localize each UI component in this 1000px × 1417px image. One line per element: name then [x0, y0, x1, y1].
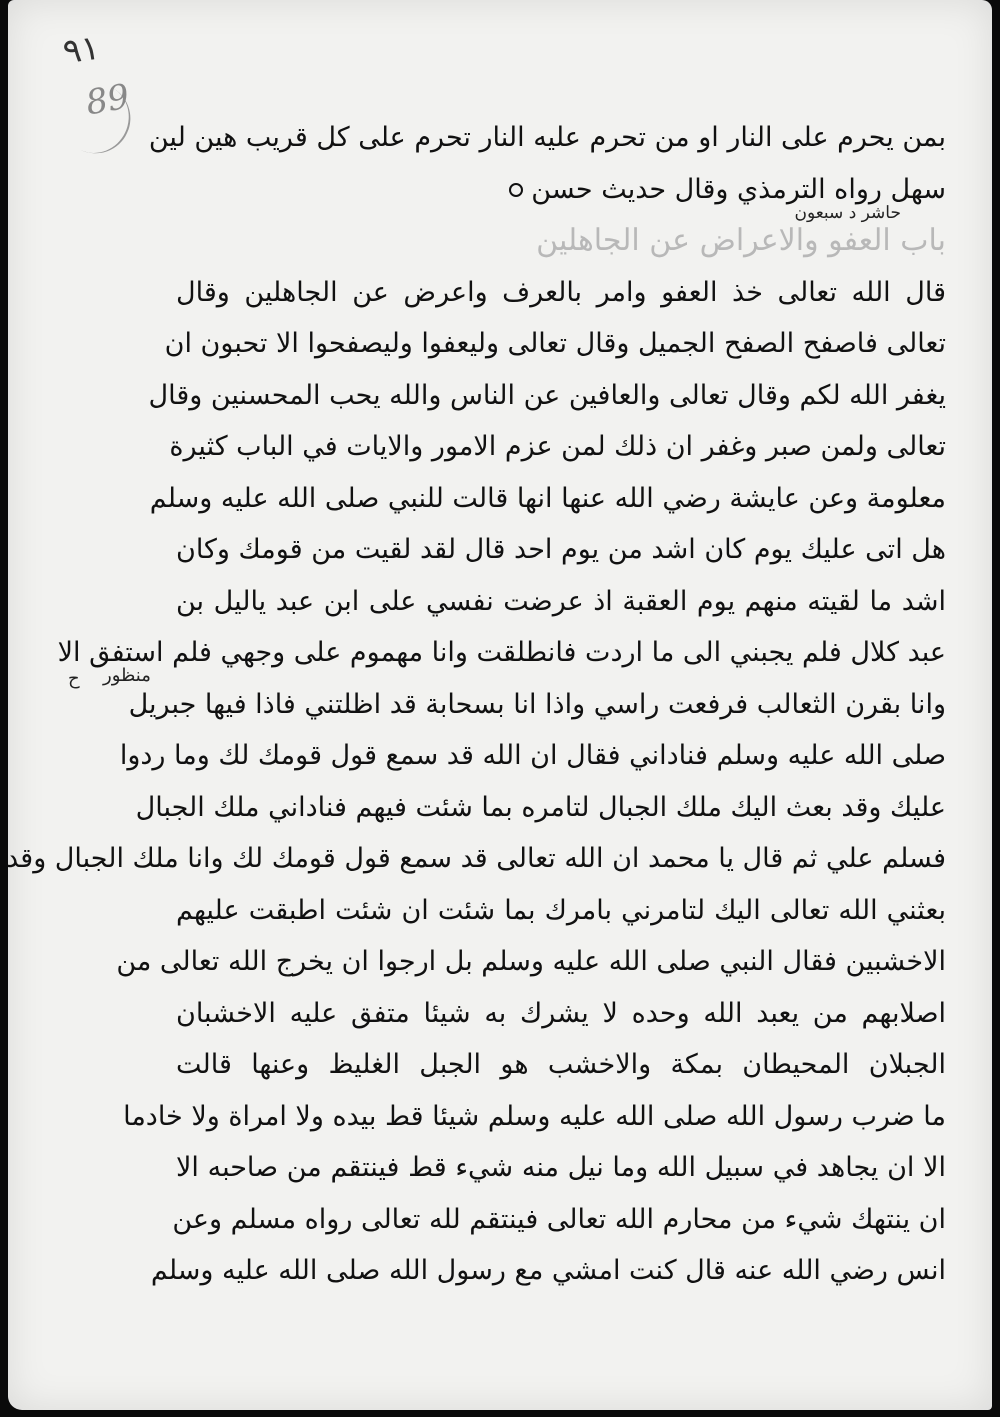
- text-line: قال الله تعالى خذ العفو وامر بالعرف واعرض عن الجاهلين وقال: [176, 276, 946, 308]
- text-line: معلومة وعن عايشة رضي الله عنها انها قالت للنبي صلى الله عليه وسلم: [149, 482, 946, 514]
- chapter-heading: [176, 203, 946, 267]
- text-line: فسلم علي ثم قال يا محمد ان الله تعالى قد سمع قول قومك لك وانا ملك الجبال وقد: [6, 843, 946, 874]
- margin-note-mark: ح: [68, 668, 80, 689]
- text-line: بعثني الله تعالى اليك لتامرني بامرك بما شئت ان شئت اطبقت عليهم: [176, 894, 946, 926]
- text-line: ان ينتهك شيء من محارم الله تعالى فينتقم لله تعالى رواه مسلم وعن: [172, 1203, 946, 1235]
- text-line: هل اتى عليك يوم كان اشد من يوم احد قال لقد لقيت من قومك وكان: [176, 534, 946, 565]
- text-line: الجبلان المحيطان بمكة والاخشب هو الجبل الغليظ وعنها قالت: [176, 1049, 946, 1080]
- text-line: تعالى ولمن صبر وغفر ان ذلك لمن عزم الامور والايات في الباب كثيرة: [169, 431, 946, 462]
- text-line: ما ضرب رسول الله صلى الله عليه وسلم شيئا قط بيده ولا امراة ولا خادما: [123, 1100, 946, 1132]
- folio-number: ٩١: [60, 27, 103, 73]
- text-line: الاخشبين فقال النبي صلى الله عليه وسلم بل ارجوا ان يخرج الله تعالى من: [116, 946, 946, 977]
- text-line: اشد ما لقيته منهم يوم العقبة اذ عرضت نفسي على ابن عبد ياليل بن: [176, 585, 946, 617]
- manuscript-page: [8, 0, 992, 1410]
- text-line: انس رضي الله عنه قال كنت امشي مع رسول الله صلى الله عليه وسلم: [150, 1255, 946, 1286]
- text-line-content: سهل رواه الترمذي وقال حديث حسن: [531, 173, 946, 205]
- chapter-heading-title: باب العفو والاعراض عن الجاهلين: [536, 223, 946, 258]
- text-line: عليك وقد بعث اليك ملك الجبال لتامره بما شئت فيهم فناداني ملك الجبال: [135, 791, 946, 823]
- text-line: وانا بقرن الثعالب فرفعت راسي واذا انا بسحابة قد اظلتني فاذا فيها جبريل: [128, 688, 946, 720]
- verse-end-ornament-icon: [509, 183, 523, 197]
- text-line: بمن يحرم على النار او من تحرم عليه النار تحرم على كل قريب هين لين: [148, 122, 946, 153]
- text-line: اصلابهم من يعبد الله وحده لا يشرك به شيئا متفق عليه الاخشبان: [176, 997, 946, 1029]
- text-line: الا ان يجاهد في سبيل الله وما نيل منه شيء قط فينتقم من صاحبه الا: [176, 1152, 946, 1183]
- margin-note: منظور: [103, 665, 151, 686]
- text-line: تعالى فاصفح الصفح الجميل وقال تعالى وليعفوا وليصفحوا الا تحبون ان: [164, 328, 946, 359]
- text-line: صلى الله عليه وسلم فناداني فقال ان الله قد سمع قول قومك لك وما ردوا: [119, 740, 946, 771]
- text-line: يغفر الله لكم وقال تعالى والعافين عن الناس والله يحب المحسنين وقال: [148, 379, 946, 411]
- text-line: عبد كلال فلم يجبني الى ما اردت فانطلقت وانا مهموم على وجهي فلم استفق الا: [57, 637, 946, 668]
- pencil-folio-number: 89: [82, 76, 133, 124]
- chapter-heading-note: حاشر د سبعون: [794, 203, 901, 223]
